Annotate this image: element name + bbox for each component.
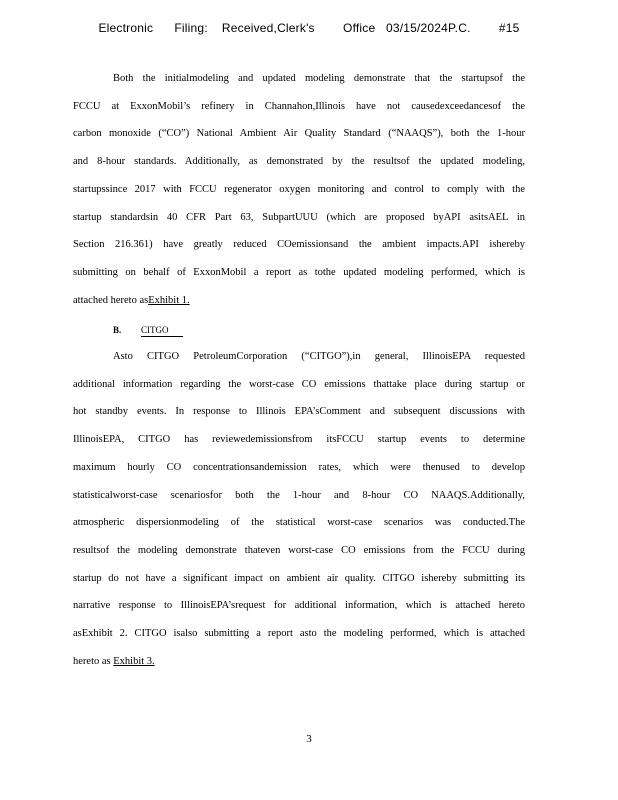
section-letter: B.	[113, 325, 122, 335]
text-line: startup do not have a significant impact on ambient air quality. CITGO ishereby submitting its	[73, 572, 525, 584]
section-heading-citgo	[113, 322, 183, 338]
text-line: FCCU at ExxonMobil’s refinery in Channahon,Illinois have not causedexceedancesof the	[73, 100, 525, 112]
text-line: Both the initialmodeling and updated modeling demonstrate that the startupsof the	[113, 73, 525, 84]
text-line: carbon monoxide (“CO”) National Ambient Air Quality Standard (“NAAQS”), both the 1-hour	[73, 128, 525, 140]
text-line: maximum hourly CO concentrationsandemission rates, which were thenused to develop	[73, 461, 525, 473]
text-line: startup standardsin 40 CFR Part 63, SubpartUUU (which are proposed byAPI asitsAEL in	[73, 211, 525, 223]
text-line: IllinoisEPA, CITGO has reviewedemissionsfrom itsFCCU startup events to determine	[73, 434, 525, 446]
text-line: statisticalworst-case scenariosfor both the 1-hour and 8-hour CO NAAQS.Additionally,	[73, 489, 525, 501]
text-span: hereto as	[73, 655, 114, 667]
exhibit-reference: Exhibit 1.	[148, 294, 190, 306]
text-line: Asto CITGO PetroleumCorporation (“CITGO”),in general, IllinoisEPA requested	[113, 351, 525, 362]
filing-header: Electronic Filing: Received,Clerk's Office 03/15/2024P.C. #15	[98, 21, 520, 35]
text-line: hot standby events. In response to Illinois EPA’sComment and subsequent discussions with	[73, 406, 525, 418]
section-title: CITGO	[141, 324, 183, 337]
text-line-last	[73, 293, 525, 309]
text-line-last	[73, 654, 525, 670]
text-line: asExhibit 2. CITGO isalso submitting a report asto the modeling performed, which is attached	[73, 628, 525, 639]
page-number: 3	[306, 733, 312, 745]
text-line: submitting on behalf of ExxonMobil a report as tothe updated modeling performed, which is	[73, 266, 525, 278]
text-line: Section 216.361) have greatly reduced COemissionsand the ambient impacts.API ishereby	[73, 239, 525, 251]
exhibit-reference: Exhibit 3.	[113, 655, 155, 667]
text-line: and 8-hour standards. Additionally, as demonstrated by the resultsof the updated modeling,	[73, 156, 525, 168]
text-line: resultsof the modeling demonstrate thateven worst-case CO emissions from the FCCU during	[73, 544, 525, 556]
text-span: attached hereto as	[73, 294, 149, 306]
text-line: atmospheric dispersionmodeling of the statistical worst-case scenarios was conducted.The	[73, 517, 525, 529]
text-line: startupssince 2017 with FCCU regenerator oxygen monitoring and control to comply with the	[73, 183, 525, 195]
text-line: narrative response to IllinoisEPA’srequest for additional information, which is attached hereto	[73, 600, 525, 612]
text-line: additional information regarding the worst-case CO emissions thattake place during startup or	[73, 378, 525, 390]
